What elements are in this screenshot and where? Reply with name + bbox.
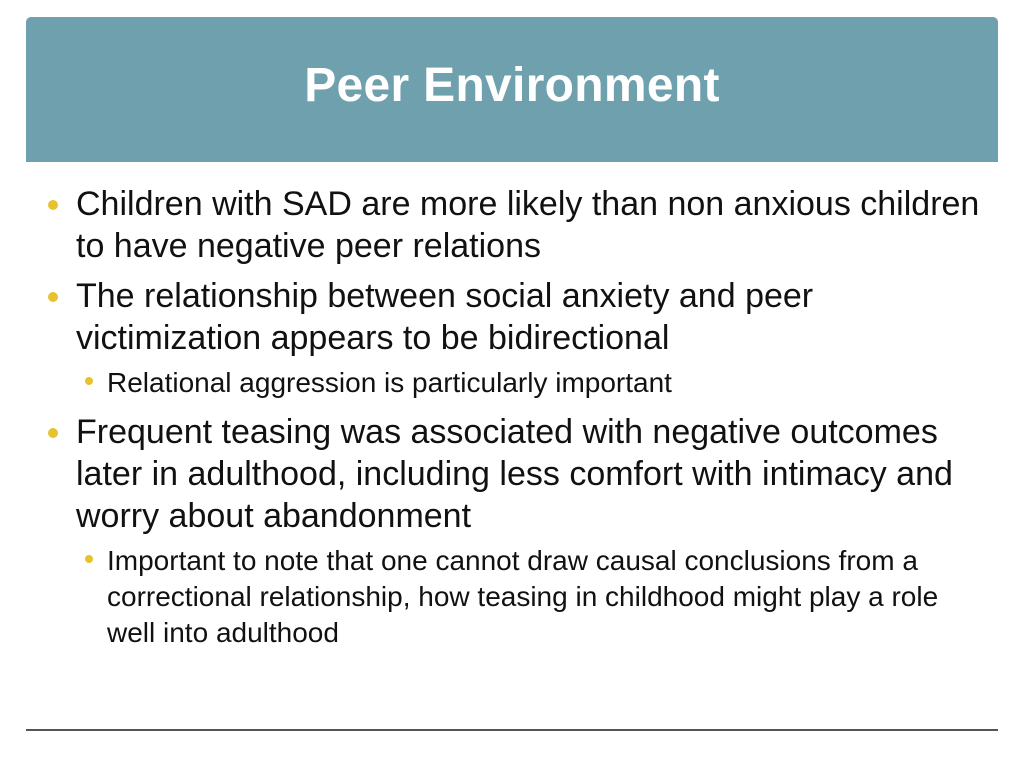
sub-bullet-text: Relational aggression is particularly important bbox=[107, 367, 672, 398]
sub-bullet-dot-icon bbox=[85, 377, 93, 385]
bullet-item bbox=[40, 183, 990, 267]
bullet-dot-icon bbox=[48, 292, 58, 302]
bullet-text: The relationship between social anxiety and peer victimization appears to be bidirectional bbox=[76, 277, 814, 357]
bullet-text: Children with SAD are more likely than non anxious children to have negative peer relations bbox=[76, 185, 980, 265]
bullet-text: Frequent teasing was associated with negative outcomes later in adulthood, including less comfort with intimacy and worry about abandonment bbox=[76, 413, 953, 535]
footer-divider bbox=[26, 729, 998, 731]
sub-bullet-text: Important to note that one cannot draw causal conclusions from a correctional relationship, how teasing in childhood might play a role well into adulthood bbox=[107, 545, 939, 648]
bullet-item bbox=[40, 275, 990, 359]
sub-bullet-item bbox=[40, 365, 990, 401]
bullet-dot-icon bbox=[48, 428, 58, 438]
bullet-dot-icon bbox=[48, 200, 58, 210]
slide-title: Peer Environment bbox=[304, 59, 720, 112]
slide-content bbox=[40, 183, 990, 661]
bullet-item bbox=[40, 411, 990, 537]
sub-bullet-item bbox=[40, 543, 990, 651]
sub-bullet-dot-icon bbox=[85, 555, 93, 563]
title-bar bbox=[26, 17, 998, 162]
